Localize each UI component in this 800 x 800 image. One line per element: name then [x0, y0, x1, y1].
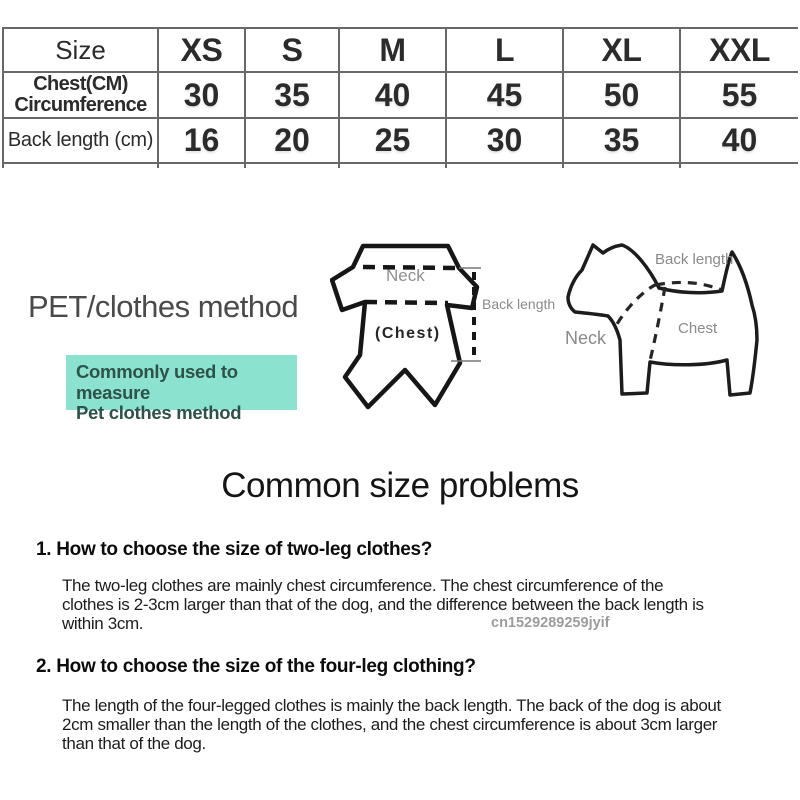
answer-line: within 3cm.: [62, 613, 144, 633]
chest-value-xs: 30: [158, 72, 245, 118]
dog-neck-label: Neck: [565, 328, 607, 348]
chest-row-label: [3, 72, 158, 118]
chest-value-xxl: 55: [680, 72, 798, 118]
back-value-s: 20: [245, 118, 339, 163]
size-column-l: L: [446, 28, 563, 72]
garment-diagram: [330, 225, 560, 420]
garment-chest-label: (Chest): [375, 325, 441, 342]
back-value-m: 25: [339, 118, 446, 163]
faq-answer-2: [62, 697, 721, 753]
back-length-row: [3, 118, 798, 163]
garment-neck-label: Neck: [386, 266, 425, 285]
chest-value-xl: 50: [563, 72, 680, 118]
size-table-corner-label: Size: [3, 28, 158, 72]
chest-value-s: 35: [245, 72, 339, 118]
dog-chest-label: Chest: [678, 320, 718, 337]
back-length-row-label: Back length (cm): [3, 118, 158, 163]
back-value-xl: 35: [563, 118, 680, 163]
faq-question-1: 1. How to choose the size of two-leg clothes?: [36, 539, 433, 560]
size-table: [2, 27, 798, 168]
back-value-xs: 16: [158, 118, 245, 163]
measure-section-title: PET/clothes method: [28, 289, 299, 324]
size-column-xs: XS: [158, 28, 245, 72]
faq-question-2: 2. How to choose the size of the four-leg clothing?: [36, 656, 476, 677]
answer-line: The two-leg clothes are mainly chest circumference. The chest circumference of the: [62, 576, 664, 595]
chest-row-label-line1: Chest(CM): [33, 73, 128, 95]
chest-row: [3, 72, 798, 118]
answer-line: clothes is 2-3cm larger than that of the dog, and the difference between the back length is: [62, 594, 704, 614]
clipped-table-row: [3, 163, 798, 168]
size-column-xl: XL: [563, 28, 680, 72]
size-column-m: M: [339, 28, 446, 72]
dog-diagram: [550, 230, 790, 415]
measure-note-line2: Pet clothes method: [76, 402, 242, 423]
size-column-s: S: [245, 28, 339, 72]
size-table-grid: [2, 27, 798, 168]
chest-value-l: 45: [446, 72, 563, 118]
back-value-l: 30: [446, 118, 563, 163]
answer-line: 2cm smaller than the length of the clothes, and the chest circumference is about 3cm larger: [62, 714, 718, 734]
measure-note-line1: Commonly used to measure: [76, 361, 238, 403]
answer-line: than that of the dog.: [62, 733, 206, 753]
garment-back-length-label: Back length: [482, 296, 556, 312]
chest-row-label-line2: Circumference: [14, 94, 147, 116]
chest-value-m: 40: [339, 72, 446, 118]
back-value-xxl: 40: [680, 118, 798, 163]
answer-line: The length of the four-legged clothes is mainly the back length. The back of the dog is about: [62, 696, 721, 715]
faq-heading: Common size problems: [221, 466, 579, 505]
dog-back-length-label: Back length: [655, 251, 734, 268]
watermark: cn1529289259jyif: [491, 615, 610, 631]
table-header-row: [3, 28, 798, 72]
size-column-xxl: XXL: [680, 28, 798, 72]
measure-note-box: [66, 355, 297, 423]
